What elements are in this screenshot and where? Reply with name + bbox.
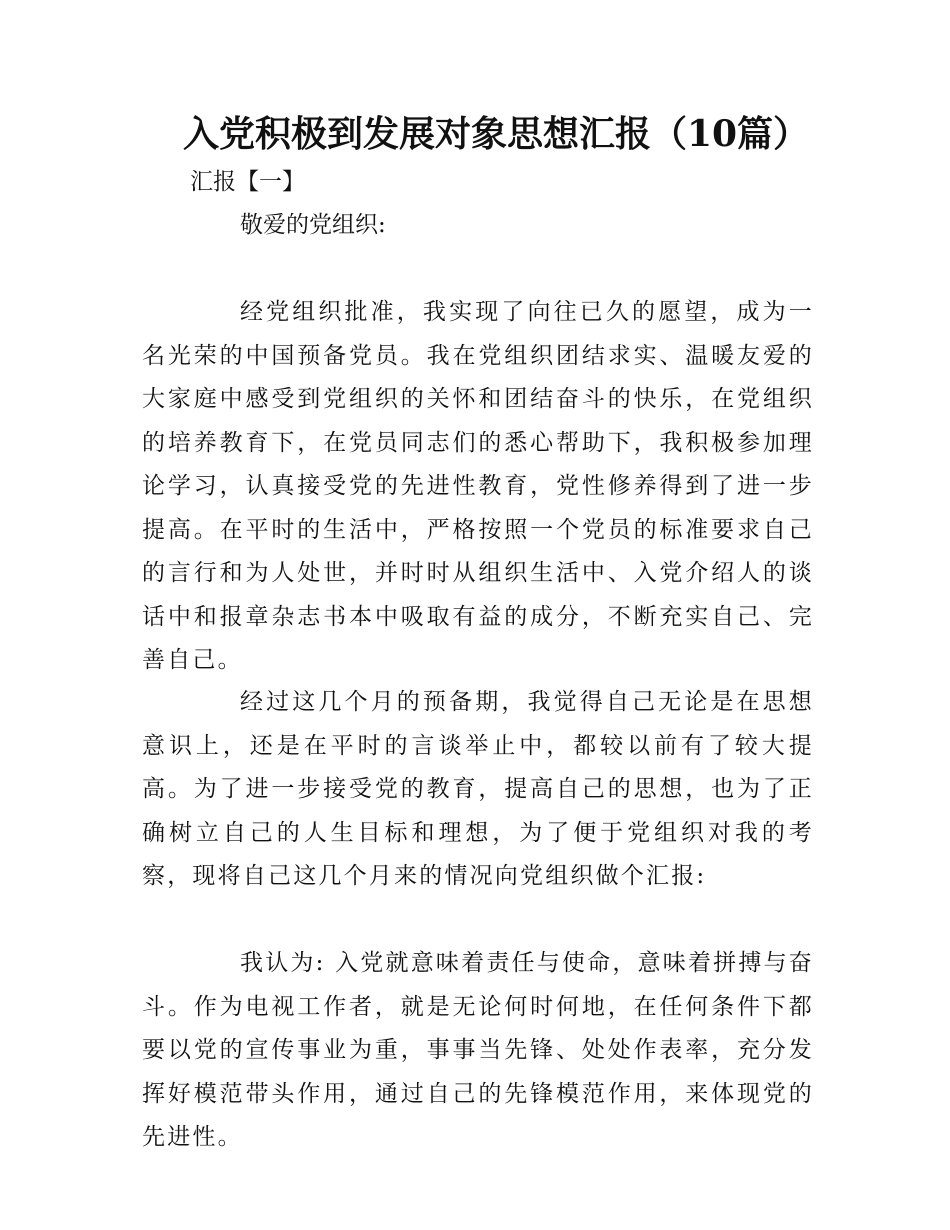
section-label: 汇报【一】 [190,169,305,195]
salutation: 敬爱的党组织: [240,212,386,238]
body-paragraph: 我认为: 入党就意味着责任与使命，意味着拼搏与奋斗。作为电视工作者，就是无论何时何地，在任何条件下都要以党的宣传事业为重，事事当先锋、处处作表率，充分发挥好模范带头作用，通过自己的先锋模范作用，来体现党的先进性。 [142,950,814,1150]
document-title: 入党积极到发展对象思想汇报（10篇） [182,113,810,155]
body-paragraph: 经过这几个月的预备期，我觉得自己无论是在思想意识上，还是在平时的言谈举止中，都较以前有了较大提高。为了进一步接受党的教育，提高自己的思想，也为了正确树立自己的人生目标和理想，为了便于党组织对我的考察，现将自己这几个月来的情况向党组织做个汇报: [142,689,814,889]
body-paragraph: 经党组织批准，我实现了向往已久的愿望，成为一名光荣的中国预备党员。我在党组织团结求实、温暖友爱的大家庭中感受到党组织的关怀和团结奋斗的快乐，在党组织的培养教育下，在党员同志们的悉心帮助下，我积极参加理论学习，认真接受党的先进性教育，党性修养得到了进一步提高。在平时的生活中，严格按照一个党员的标准要求自己的言行和为人处世，并时时从组织生活中、入党介绍人的谈话中和报章杂志书本中吸取有益的成分，不断充实自己、完善自己。 [142,299,814,673]
